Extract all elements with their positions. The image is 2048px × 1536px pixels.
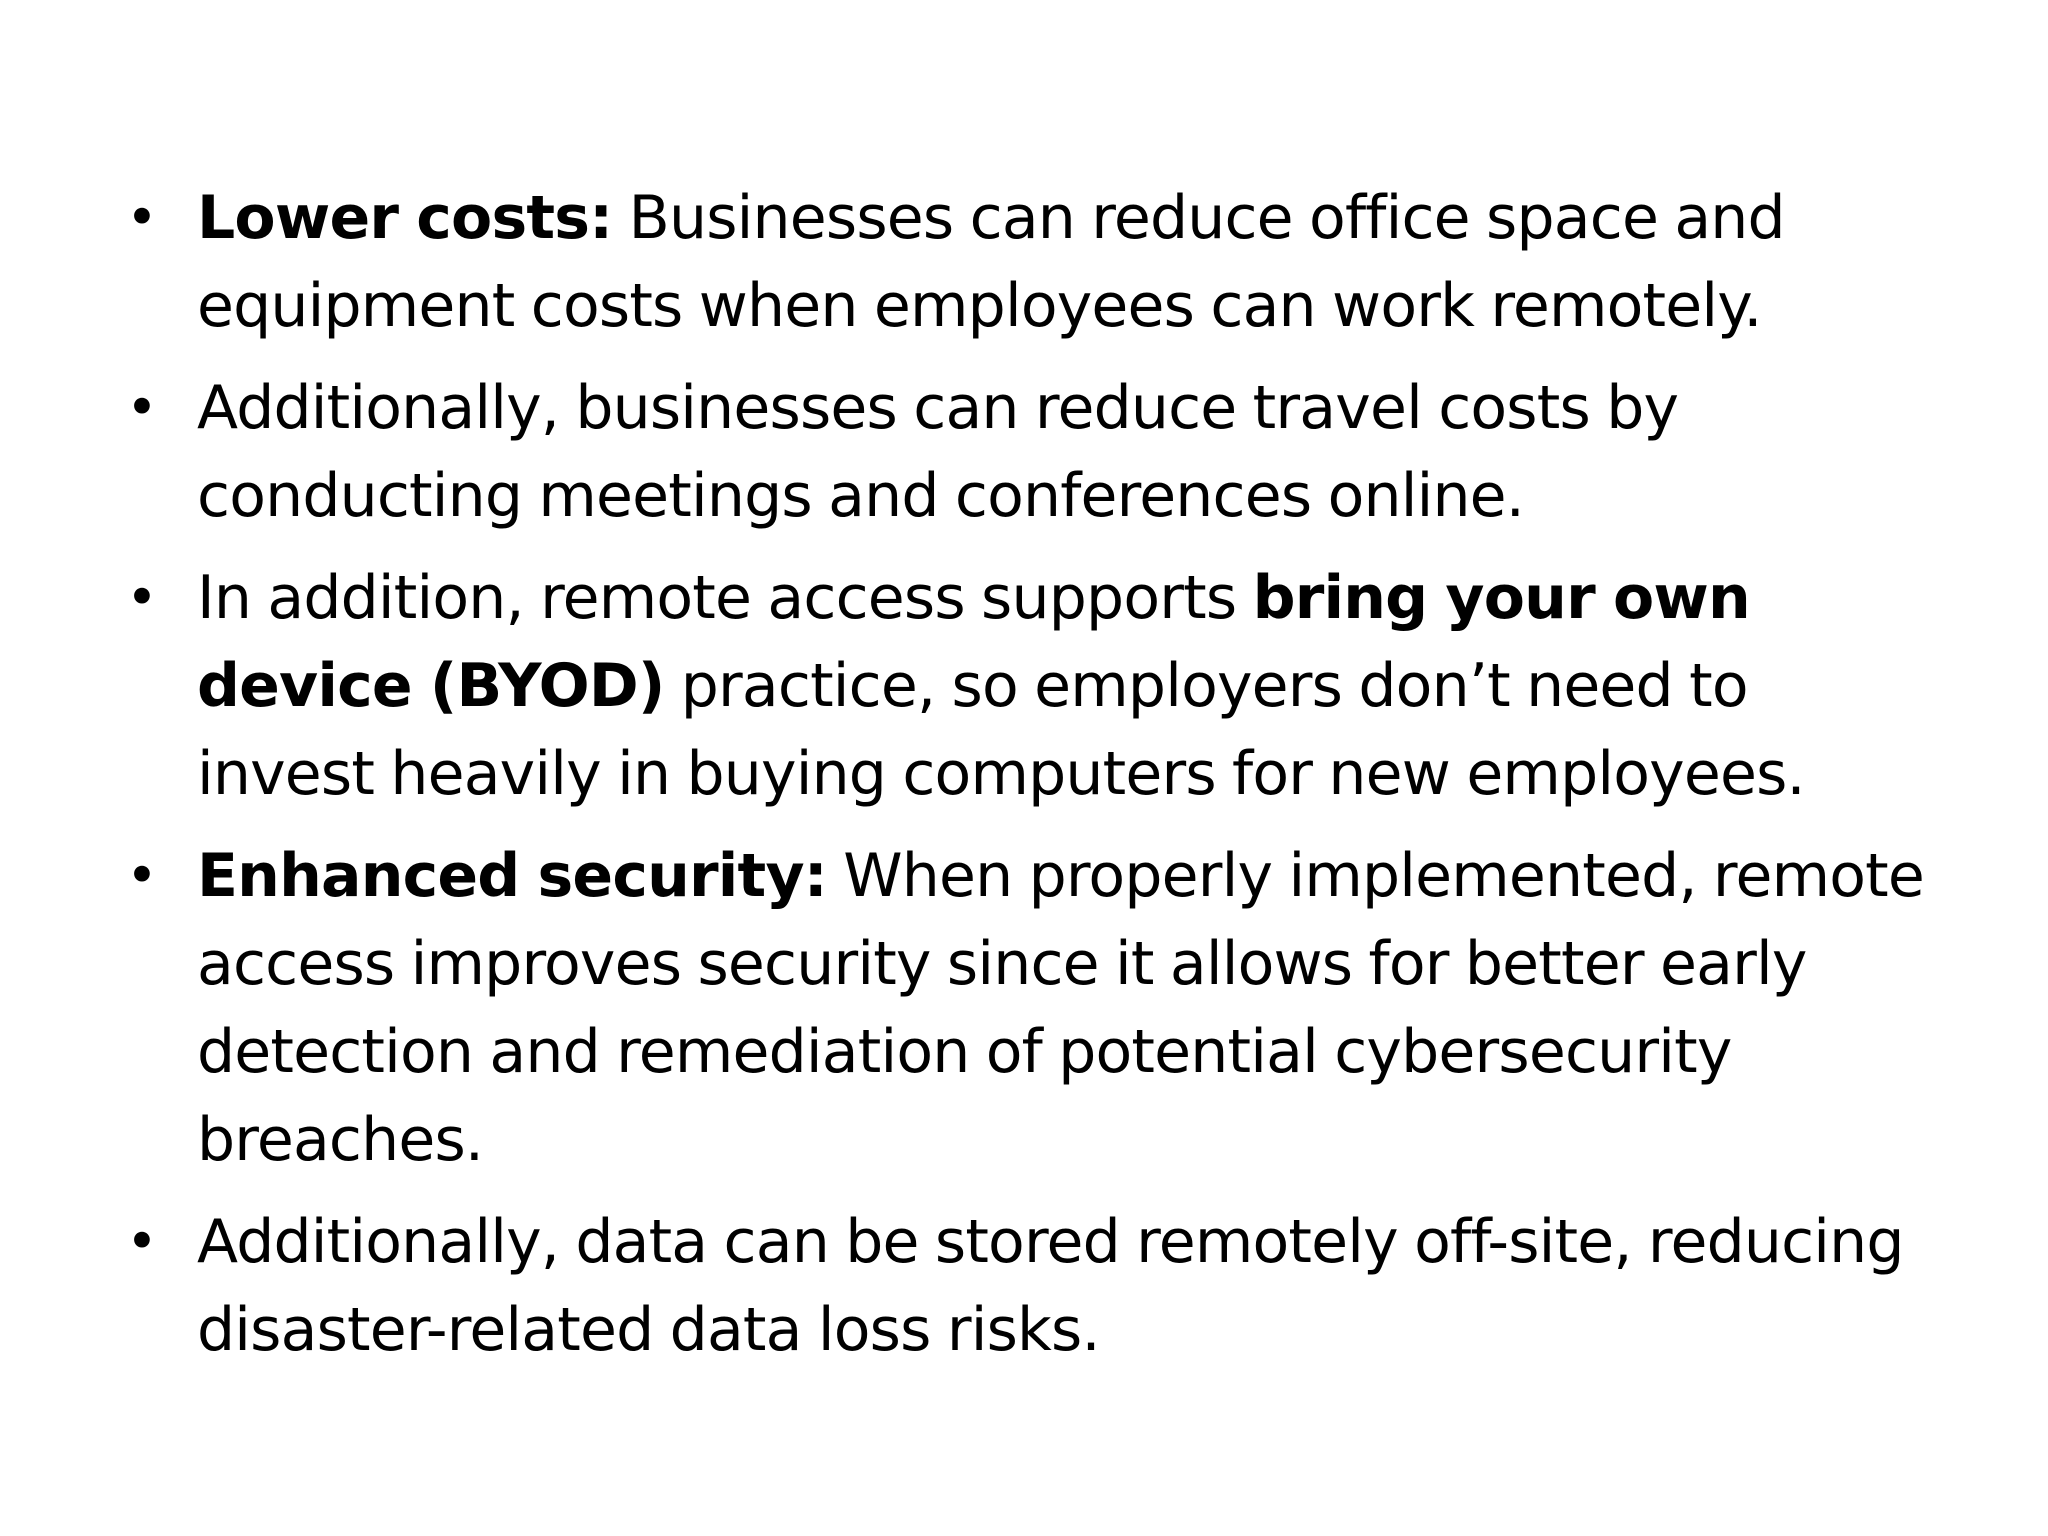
bullet-text: Businesses can reduce office space and equipment costs when employees can work remotely. xyxy=(197,183,1785,341)
bullet-icon: • xyxy=(126,844,158,907)
bullet-item-travel-costs xyxy=(0,364,1937,540)
bullet-item-byod xyxy=(0,554,1937,818)
bullet-icon: • xyxy=(126,186,158,249)
bullet-text: Additionally, data can be stored remotely off-site, reducing disaster-related data loss risks. xyxy=(197,1207,1904,1365)
bullet-icon: • xyxy=(126,1210,158,1273)
bullet-icon: • xyxy=(126,376,158,439)
bullet-bold-term: bring your own device (BYOD) xyxy=(197,563,1750,721)
bullet-icon: • xyxy=(126,566,158,629)
bullet-list xyxy=(0,174,2048,1388)
bullet-text: In addition, remote access supports xyxy=(197,563,1253,633)
bullet-text: When properly implemented, remote access improves security since it allows for better early detection and remediation of potential cybersecurity breaches. xyxy=(197,841,1924,1175)
bullet-item-lower-costs xyxy=(0,174,1937,350)
bullet-bold-lead: Enhanced security: xyxy=(197,841,827,911)
bullet-text: Additionally, businesses can reduce travel costs by conducting meetings and conferences online. xyxy=(197,373,1679,531)
bullet-text-after: practice, so employers don’t need to invest heavily in buying computers for new employees. xyxy=(197,651,1805,809)
bullet-item-enhanced-security xyxy=(0,832,1937,1184)
bullet-bold-lead: Lower costs: xyxy=(197,183,613,253)
bullet-item-offsite-data xyxy=(0,1198,1937,1374)
